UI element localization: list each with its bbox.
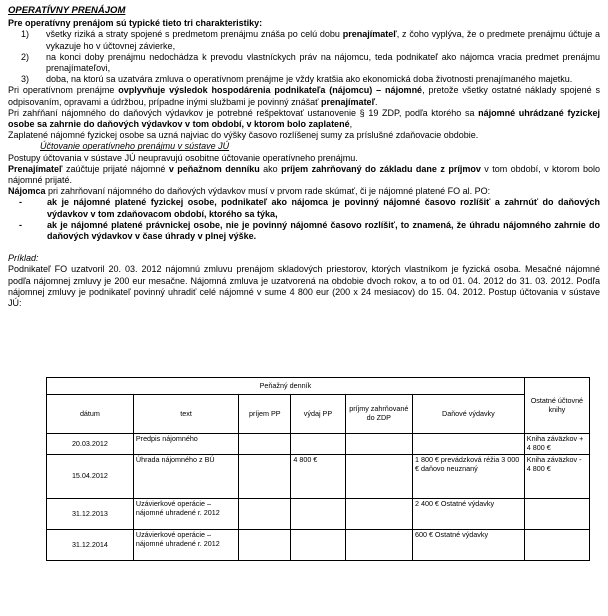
cell-taxable [345,434,412,455]
table-row [47,530,590,561]
text-bold: v peňažnom denníku [168,163,260,174]
cell-date: 31.12.2013 [47,499,134,530]
cell-tax-expense: 1 800 € prevádzková réžia 3 000 € daňovo neuznaný [412,455,524,499]
paragraph [8,108,600,130]
list-item [8,29,600,51]
other-books-header: Ostatné účtovné knihy [524,378,589,434]
column-header: dátum [47,395,134,434]
dash-list [8,197,600,242]
table-row [47,455,590,499]
text-bold: prenajímateľ [321,96,376,107]
column-header: výdaj PP [291,395,345,434]
paragraph: Zaplatené nájomné fyzickej osobe sa uzná najviac do výšky časovo rozlíšenej sumy za príslušné zdaňovacie obdobie. [8,130,479,141]
cell-income [239,455,291,499]
text-bold: Nájomca [8,186,46,197]
cell-taxable [345,455,412,499]
cell-tax-expense: 2 400 € Ostatné výdavky [412,499,524,530]
list-text: , z čoho vyplýva, že o predmete prenájmu účtuje a vykazuje ho v účtovnej závierke, [46,29,600,51]
list-text: všetky riziká a straty spojené s predmetom prenájmu znáša po celú dobu [46,29,343,40]
cell-expense: 4 800 € [291,455,345,499]
cell-tax-expense: 600 € Ostatné výdavky [412,530,524,561]
column-header: príjem PP [239,395,291,434]
text: zaúčtuje prijaté nájomné [62,163,169,174]
intro-text: Pre operatívny prenájom sú typické tieto tri charakteristiky: [8,18,263,29]
list-item [8,197,600,219]
cell-text: Úhrada nájomného z BÚ [133,455,238,499]
list-text: ak je nájomné platené fyzickej osobe, podnikateľ ako nájomca je povinný nájomné časovo rozlíšiť a zahrnúť do daňových výdavkov v tom zdaňovacom období, ktorého sa týka, [47,197,600,219]
text: Pri zahŕňaní nájomného do daňových výdavkov je potrebné rešpektovať ustanovenie § 19 ZDP, podľa ktorého sa [8,107,479,118]
paragraph: Postupy účtovania v sústave JÚ neupravujú osobitne účtovanie operatívneho prenájmu. [8,152,358,163]
text-bold: príjem zahrňovaný do základu dane z príjmov [281,163,481,174]
list-text: ak je nájomné platené právnickej osobe, nie je povinný nájomné časovo rozlíšiť, to znamená, že úhradu nájomného zahrnie do daňových výdavkov v čase úhrady v plnej výške. [47,219,600,242]
text: , [349,119,353,130]
cell-expense [291,530,345,561]
text: . [375,96,378,107]
text-bold: Prenajímateľ [8,163,63,174]
cell-expense [291,434,345,455]
cell-taxable [345,499,412,530]
cell-expense [291,499,345,530]
list-text: na konci doby prenájmu nedochádza k prevodu vlastníckych práv na nájomcu, teda podnikateľ ako nájomca vracia predmet prenájmu prenajímateľovi, [46,51,600,74]
cell-other: Kniha záväzkov + 4 800 € [524,434,589,455]
cell-text: Uzávierkové operácie – nájomné uhradené r. 2012 [133,530,238,561]
list-item [8,220,600,242]
column-header: text [133,395,238,434]
group-header: Peňažný denník [47,378,525,395]
cell-other: Kniha záväzkov - 4 800 € [524,455,589,499]
example-label: Príklad: [8,253,39,264]
list-text-bold: prenajímateľ [342,29,397,40]
cell-date: 20.03.2012 [47,434,134,455]
text: v tom období, v ktorom bolo nájomné prijaté. [8,163,601,186]
text: pri zahrňovaní nájomného do daňových výdavkov musí v prvom rade skúmať, či je nájomné platené FO al. PO: [45,186,491,197]
cell-other [524,499,589,530]
cell-tax-expense [412,434,524,455]
subheading: Účtovanie operatívneho prenájmu v sústave JÚ [40,141,230,152]
list-item [8,74,600,85]
example-text: Podnikateľ FO uzatvoril 20. 03. 2012 nájomnú zmluvu prenájom skladových priestorov, ktorých vlastníkom je fyzická osoba. Mesačné nájomné podľa nájomnej zmluvy je 200 eur mesačne. Nájomná zmluva je uzatvorená na obdobie dvoch rokov, a to od 01. 04. 2012 do 31. 03. 2012. Podľa nájomnej zmluvy je podnikateľ povinný uhradiť celé nájomné v sume 4 800 eur (200 x 24 mesiacov) do 15. 04. 2012. Postup účtovania v sústave JÚ: [8,264,600,309]
text: , pretože všetky ostatné náklady spojené s odpisovaním, opravami a údržbou, prípadne inými službami je povinný znášať [8,85,600,107]
document-body [8,3,600,309]
dash-marker: - [19,197,22,208]
paragraph [8,186,600,197]
paragraph [8,164,600,186]
cell-other [524,530,589,561]
cell-income [239,434,291,455]
cell-date: 15.04.2012 [47,455,134,499]
paragraph [8,85,600,107]
cell-date: 31.12.2014 [47,530,134,561]
list-number: 2) [21,51,30,62]
accounting-table [46,377,590,561]
column-header: príjmy zahrňované do ZDP [345,395,412,434]
list-number: 1) [21,29,30,40]
text: Pri operatívnom prenájme [8,85,119,96]
cell-income [239,530,291,561]
characteristics-list [8,29,600,85]
cell-income [239,499,291,530]
text-bold: ovplyvňuje výsledok hospodárenia podnikateľa (nájomcu) – nájomné [118,85,423,96]
cell-taxable [345,530,412,561]
list-text: doba, na ktorú sa uzatvára zmluva o operatívnom prenájme je vždy kratšia ako ekonomická doba životnosti prenajímaného majetku. [46,74,573,85]
cell-text: Predpis nájomného [133,434,238,455]
table-row [47,499,590,530]
dash-marker: - [19,219,22,230]
table-row [47,434,590,455]
section-title: OPERATÍVNY PRENÁJOM [8,5,126,16]
cell-text: Uzávierkové operácie – nájomné uhradené r. 2012 [133,499,238,530]
list-number: 3) [21,74,30,85]
text-bold: nájomné uhrádzané fyzickej osobe sa zahrnie do daňových výdavkov v tom období, v ktorom bolo zaplatené [8,107,600,130]
list-item [8,52,600,74]
text: ako [259,163,282,174]
column-header: Daňové výdavky [412,395,524,434]
